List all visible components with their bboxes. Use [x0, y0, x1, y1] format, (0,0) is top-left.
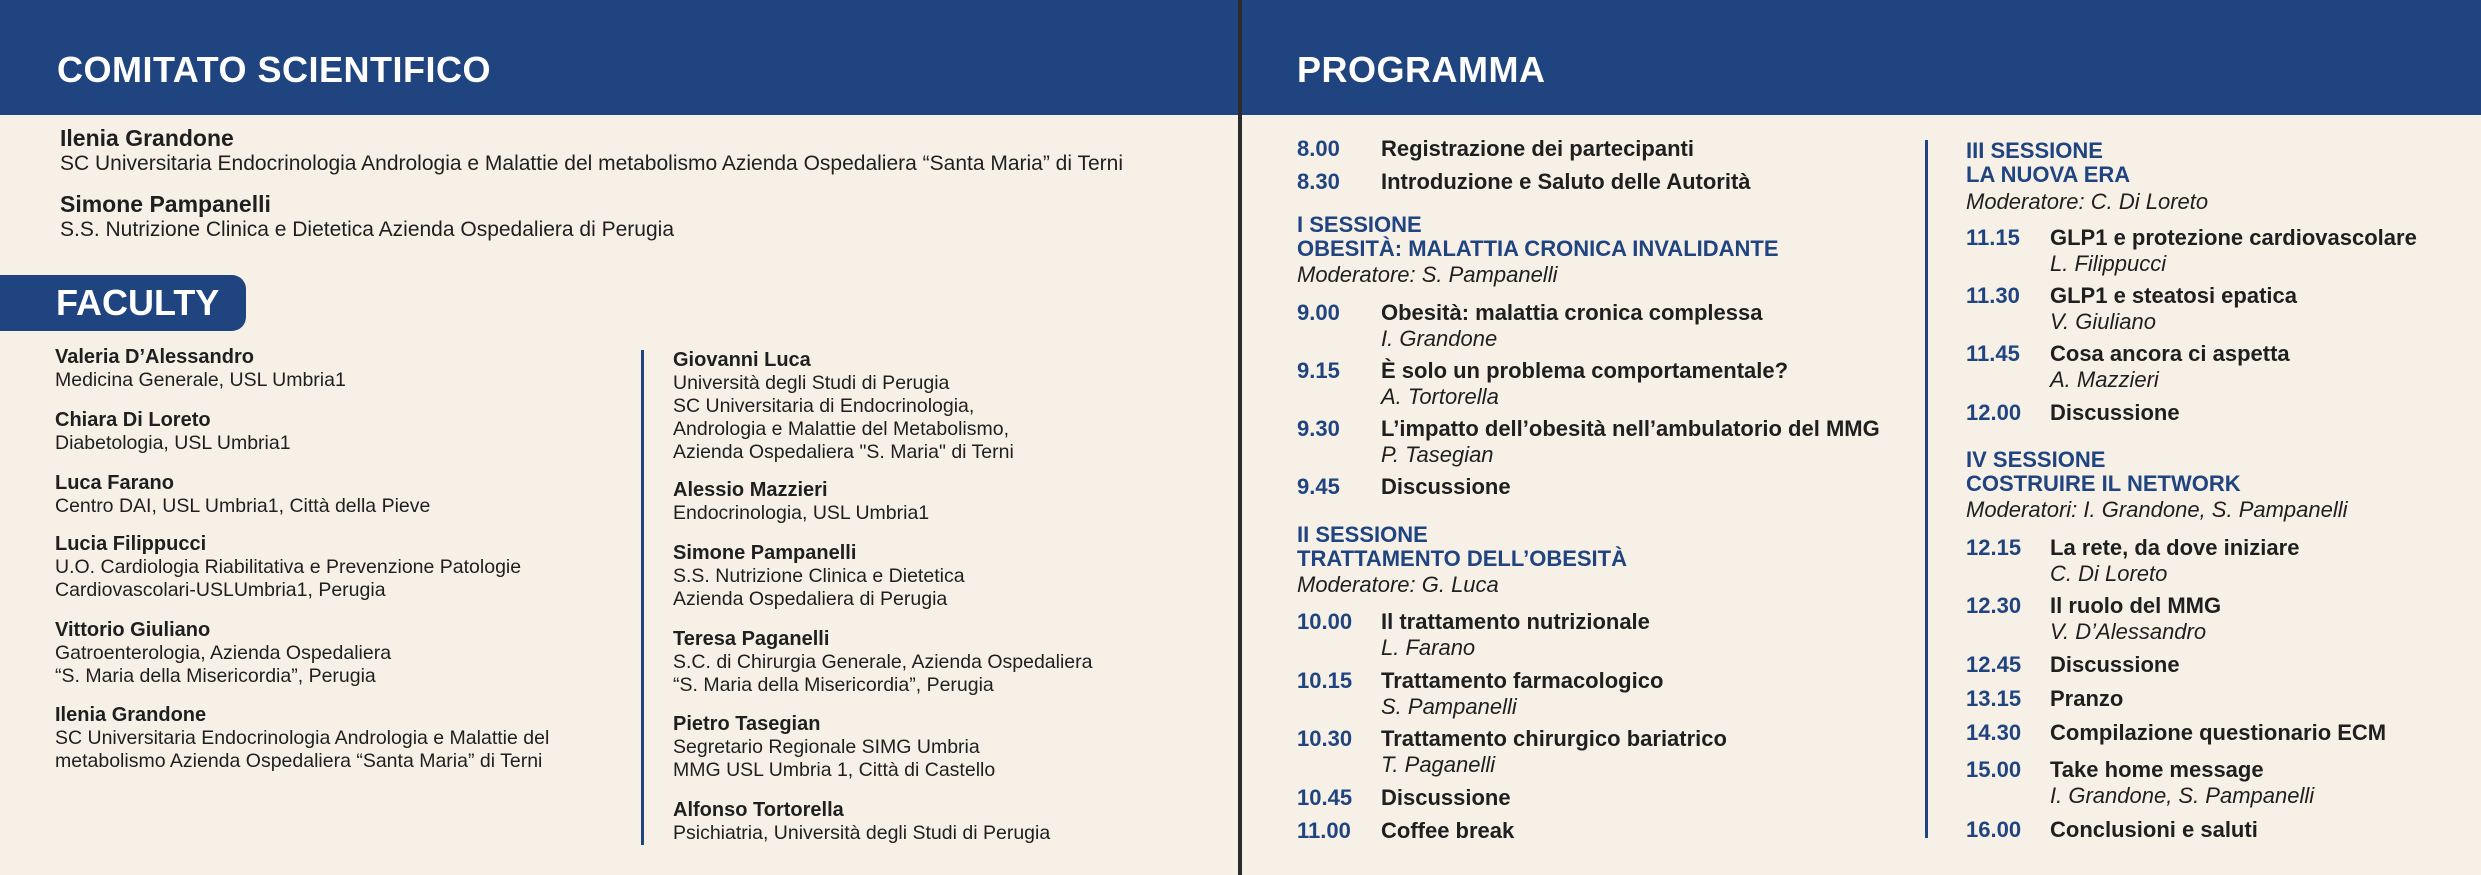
program-time: 10.00: [1297, 609, 1353, 634]
program-time: 8.30: [1297, 169, 1340, 194]
faculty-name: Ilenia Grandone: [55, 704, 207, 726]
program-time: 9.45: [1297, 474, 1340, 499]
program-speaker: V. Giuliano: [2050, 309, 2156, 334]
program-title: Trattamento farmacologico: [1381, 668, 1664, 693]
session-moderator: Moderatore: S. Pampanelli: [1297, 262, 1558, 287]
faculty-name: Teresa Paganelli: [673, 628, 830, 650]
program-time: 9.15: [1297, 358, 1340, 383]
faculty-member: [55, 703, 635, 773]
faculty-affiliation: U.O. Cardiologia Riabilitativa e Prevenzione Patologie Cardiovascolari-USLUmbria1, Perugia: [55, 556, 522, 601]
program-column-divider: [1925, 140, 1928, 838]
program-title: Discussione: [2050, 400, 2180, 425]
faculty-member: [673, 478, 1253, 525]
program-speaker: A. Mazzieri: [2050, 367, 2159, 392]
program-title: GLP1 e protezione cardiovascolare: [2050, 225, 2417, 250]
session-label: I SESSIONE: [1297, 212, 1422, 237]
committee-name: Ilenia Grandone: [60, 125, 234, 151]
program-title: Introduzione e Saluto delle Autorità: [1381, 169, 1751, 194]
session-name: COSTRUIRE IL NETWORK: [1966, 471, 2241, 496]
session-heading: [1966, 139, 2130, 187]
program-title: Take home message: [2050, 757, 2264, 782]
program-time: 10.30: [1297, 726, 1353, 751]
program-title: Obesità: malattia cronica complessa: [1381, 300, 1763, 325]
faculty-name: Vittorio Giuliano: [55, 619, 211, 641]
program-time: 11.30: [1966, 283, 2020, 308]
faculty-name: Alfonso Tortorella: [673, 799, 844, 821]
faculty-affiliation: Centro DAI, USL Umbria1, Città della Pieve: [55, 495, 431, 517]
program-time: 10.45: [1297, 785, 1353, 810]
program-title: Discussione: [2050, 652, 2180, 677]
program-title: GLP1 e steatosi epatica: [2050, 283, 2297, 308]
program-speaker: V. D’Alessandro: [2050, 619, 2207, 644]
session-moderator: Moderatore: C. Di Loreto: [1966, 189, 2209, 214]
program-time: 12.45: [1966, 652, 2022, 677]
faculty-name: Luca Farano: [55, 472, 174, 494]
program-time: 12.30: [1966, 593, 2022, 618]
program-title: Il ruolo del MMG: [2050, 593, 2222, 618]
program-time: 10.15: [1297, 668, 1353, 693]
program-time: 9.30: [1297, 416, 1340, 441]
program-title: L’impatto dell’obesità nell’ambulatorio del MMG: [1381, 416, 1880, 441]
program-speaker: I. Grandone, S. Pampanelli: [2050, 783, 2315, 808]
faculty-banner: [0, 275, 246, 331]
program-time: 16.00: [1966, 817, 2022, 842]
program-speaker: L. Filippucci: [2050, 251, 2167, 276]
session-label: IV SESSIONE: [1966, 447, 2106, 472]
faculty-affiliation: S.S. Nutrizione Clinica e Dietetica Azienda Ospedaliera di Perugia: [673, 565, 965, 610]
faculty-member: [673, 798, 1253, 845]
program-title: Coffee break: [1381, 818, 1515, 843]
program-title: Conclusioni e saluti: [2050, 817, 2258, 842]
faculty-affiliation: SC Universitaria Endocrinologia Andrologia e Malattie del metabolismo Azienda Ospedaliera “Santa Maria” di Terni: [55, 727, 550, 772]
session-name: TRATTAMENTO DELL’OBESITÀ: [1297, 546, 1627, 571]
faculty-member: [55, 408, 635, 455]
program-title: Cosa ancora ci aspetta: [2050, 341, 2290, 366]
faculty-member: [673, 712, 1253, 782]
faculty-name: Alessio Mazzieri: [673, 479, 828, 501]
faculty-member: [673, 348, 1253, 464]
session-heading: [1297, 213, 1779, 261]
program-time: 15.00: [1966, 757, 2022, 782]
comitato-title: COMITATO SCIENTIFICO: [57, 49, 491, 90]
faculty-affiliation: Psichiatria, Università degli Studi di Perugia: [673, 822, 1051, 844]
faculty-title: FACULTY: [56, 282, 220, 323]
program-time: 11.15: [1966, 225, 2020, 250]
header-comitato: [0, 0, 1238, 115]
faculty-affiliation: Diabetologia, USL Umbria1: [55, 432, 291, 454]
program-speaker: S. Pampanelli: [1381, 694, 1517, 719]
program-time: 11.45: [1966, 341, 2020, 366]
program-title: Il trattamento nutrizionale: [1381, 609, 1650, 634]
header-programma: [1242, 0, 2481, 115]
committee-affiliation: S.S. Nutrizione Clinica e Dietetica Azienda Ospedaliera di Perugia: [60, 218, 674, 241]
faculty-column-divider: [641, 350, 644, 845]
program-time: 8.00: [1297, 136, 1340, 161]
program-time: 12.15: [1966, 535, 2022, 560]
program-speaker: P. Tasegian: [1381, 442, 1494, 467]
program-title: Discussione: [1381, 474, 1511, 499]
program-title: Discussione: [1381, 785, 1511, 810]
faculty-member: [55, 618, 635, 688]
program-title: È solo un problema comportamentale?: [1381, 358, 1789, 383]
program-speaker: C. Di Loreto: [2050, 561, 2168, 586]
faculty-affiliation: Gatroenterologia, Azienda Ospedaliera “S. Maria della Misericordia”, Perugia: [55, 642, 392, 687]
faculty-name: Chiara Di Loreto: [55, 409, 211, 431]
program-speaker: T. Paganelli: [1381, 752, 1496, 777]
session-name: OBESITÀ: MALATTIA CRONICA INVALIDANTE: [1297, 236, 1779, 261]
program-time: 14.30: [1966, 720, 2022, 745]
program-speaker: L. Farano: [1381, 635, 1476, 660]
program-time: 12.00: [1966, 400, 2022, 425]
faculty-name: Valeria D’Alessandro: [55, 346, 254, 368]
faculty-member: [55, 345, 635, 392]
session-heading: [1297, 523, 1627, 571]
session-moderator: Moderatore: G. Luca: [1297, 572, 1499, 597]
committee-affiliation: SC Universitaria Endocrinologia Andrologia e Malattie del metabolismo Azienda Ospedaliera “Santa Maria” di Terni: [60, 152, 1124, 175]
faculty-affiliation: Endocrinologia, USL Umbria1: [673, 502, 930, 524]
faculty-affiliation: S.C. di Chirurgia Generale, Azienda Ospedaliera “S. Maria della Misericordia”, Perugia: [673, 651, 1093, 696]
program-title: Pranzo: [2050, 686, 2124, 711]
program-speaker: I. Grandone: [1381, 326, 1498, 351]
program-speaker: A. Tortorella: [1381, 384, 1499, 409]
program-title: Compilazione questionario ECM: [2050, 720, 2387, 745]
program-time: 11.00: [1297, 818, 1351, 843]
program-title: Trattamento chirurgico bariatrico: [1381, 726, 1727, 751]
program-title: Registrazione dei partecipanti: [1381, 136, 1694, 161]
faculty-affiliation: Segretario Regionale SIMG Umbria MMG USL Umbria 1, Città di Castello: [673, 736, 996, 781]
committee-member: [60, 191, 674, 242]
faculty-affiliation: Università degli Studi di Perugia SC Universitaria di Endocrinologia, Andrologia e Malattie del Metabolismo, Azienda Ospedaliera "S. Maria" di Terni: [673, 372, 1014, 463]
faculty-name: Lucia Filippucci: [55, 533, 207, 555]
faculty-name: Giovanni Luca: [673, 349, 811, 371]
session-label: III SESSIONE: [1966, 138, 2103, 163]
program-time: 13.15: [1966, 686, 2022, 711]
faculty-name: Pietro Tasegian: [673, 713, 821, 735]
faculty-member: [673, 541, 1253, 611]
session-moderator: Moderatori: I. Grandone, S. Pampanelli: [1966, 497, 2348, 522]
session-heading: [1966, 448, 2241, 496]
faculty-member: [55, 471, 635, 518]
program-time: 9.00: [1297, 300, 1340, 325]
committee-member: [60, 125, 1123, 176]
session-label: II SESSIONE: [1297, 522, 1428, 547]
faculty-name: Simone Pampanelli: [673, 542, 857, 564]
session-name: LA NUOVA ERA: [1966, 162, 2131, 187]
committee-name: Simone Pampanelli: [60, 191, 271, 217]
faculty-member: [673, 627, 1253, 697]
faculty-member: [55, 532, 635, 602]
faculty-affiliation: Medicina Generale, USL Umbria1: [55, 369, 346, 391]
programma-title: PROGRAMMA: [1297, 49, 1546, 90]
program-title: La rete, da dove iniziare: [2050, 535, 2300, 560]
